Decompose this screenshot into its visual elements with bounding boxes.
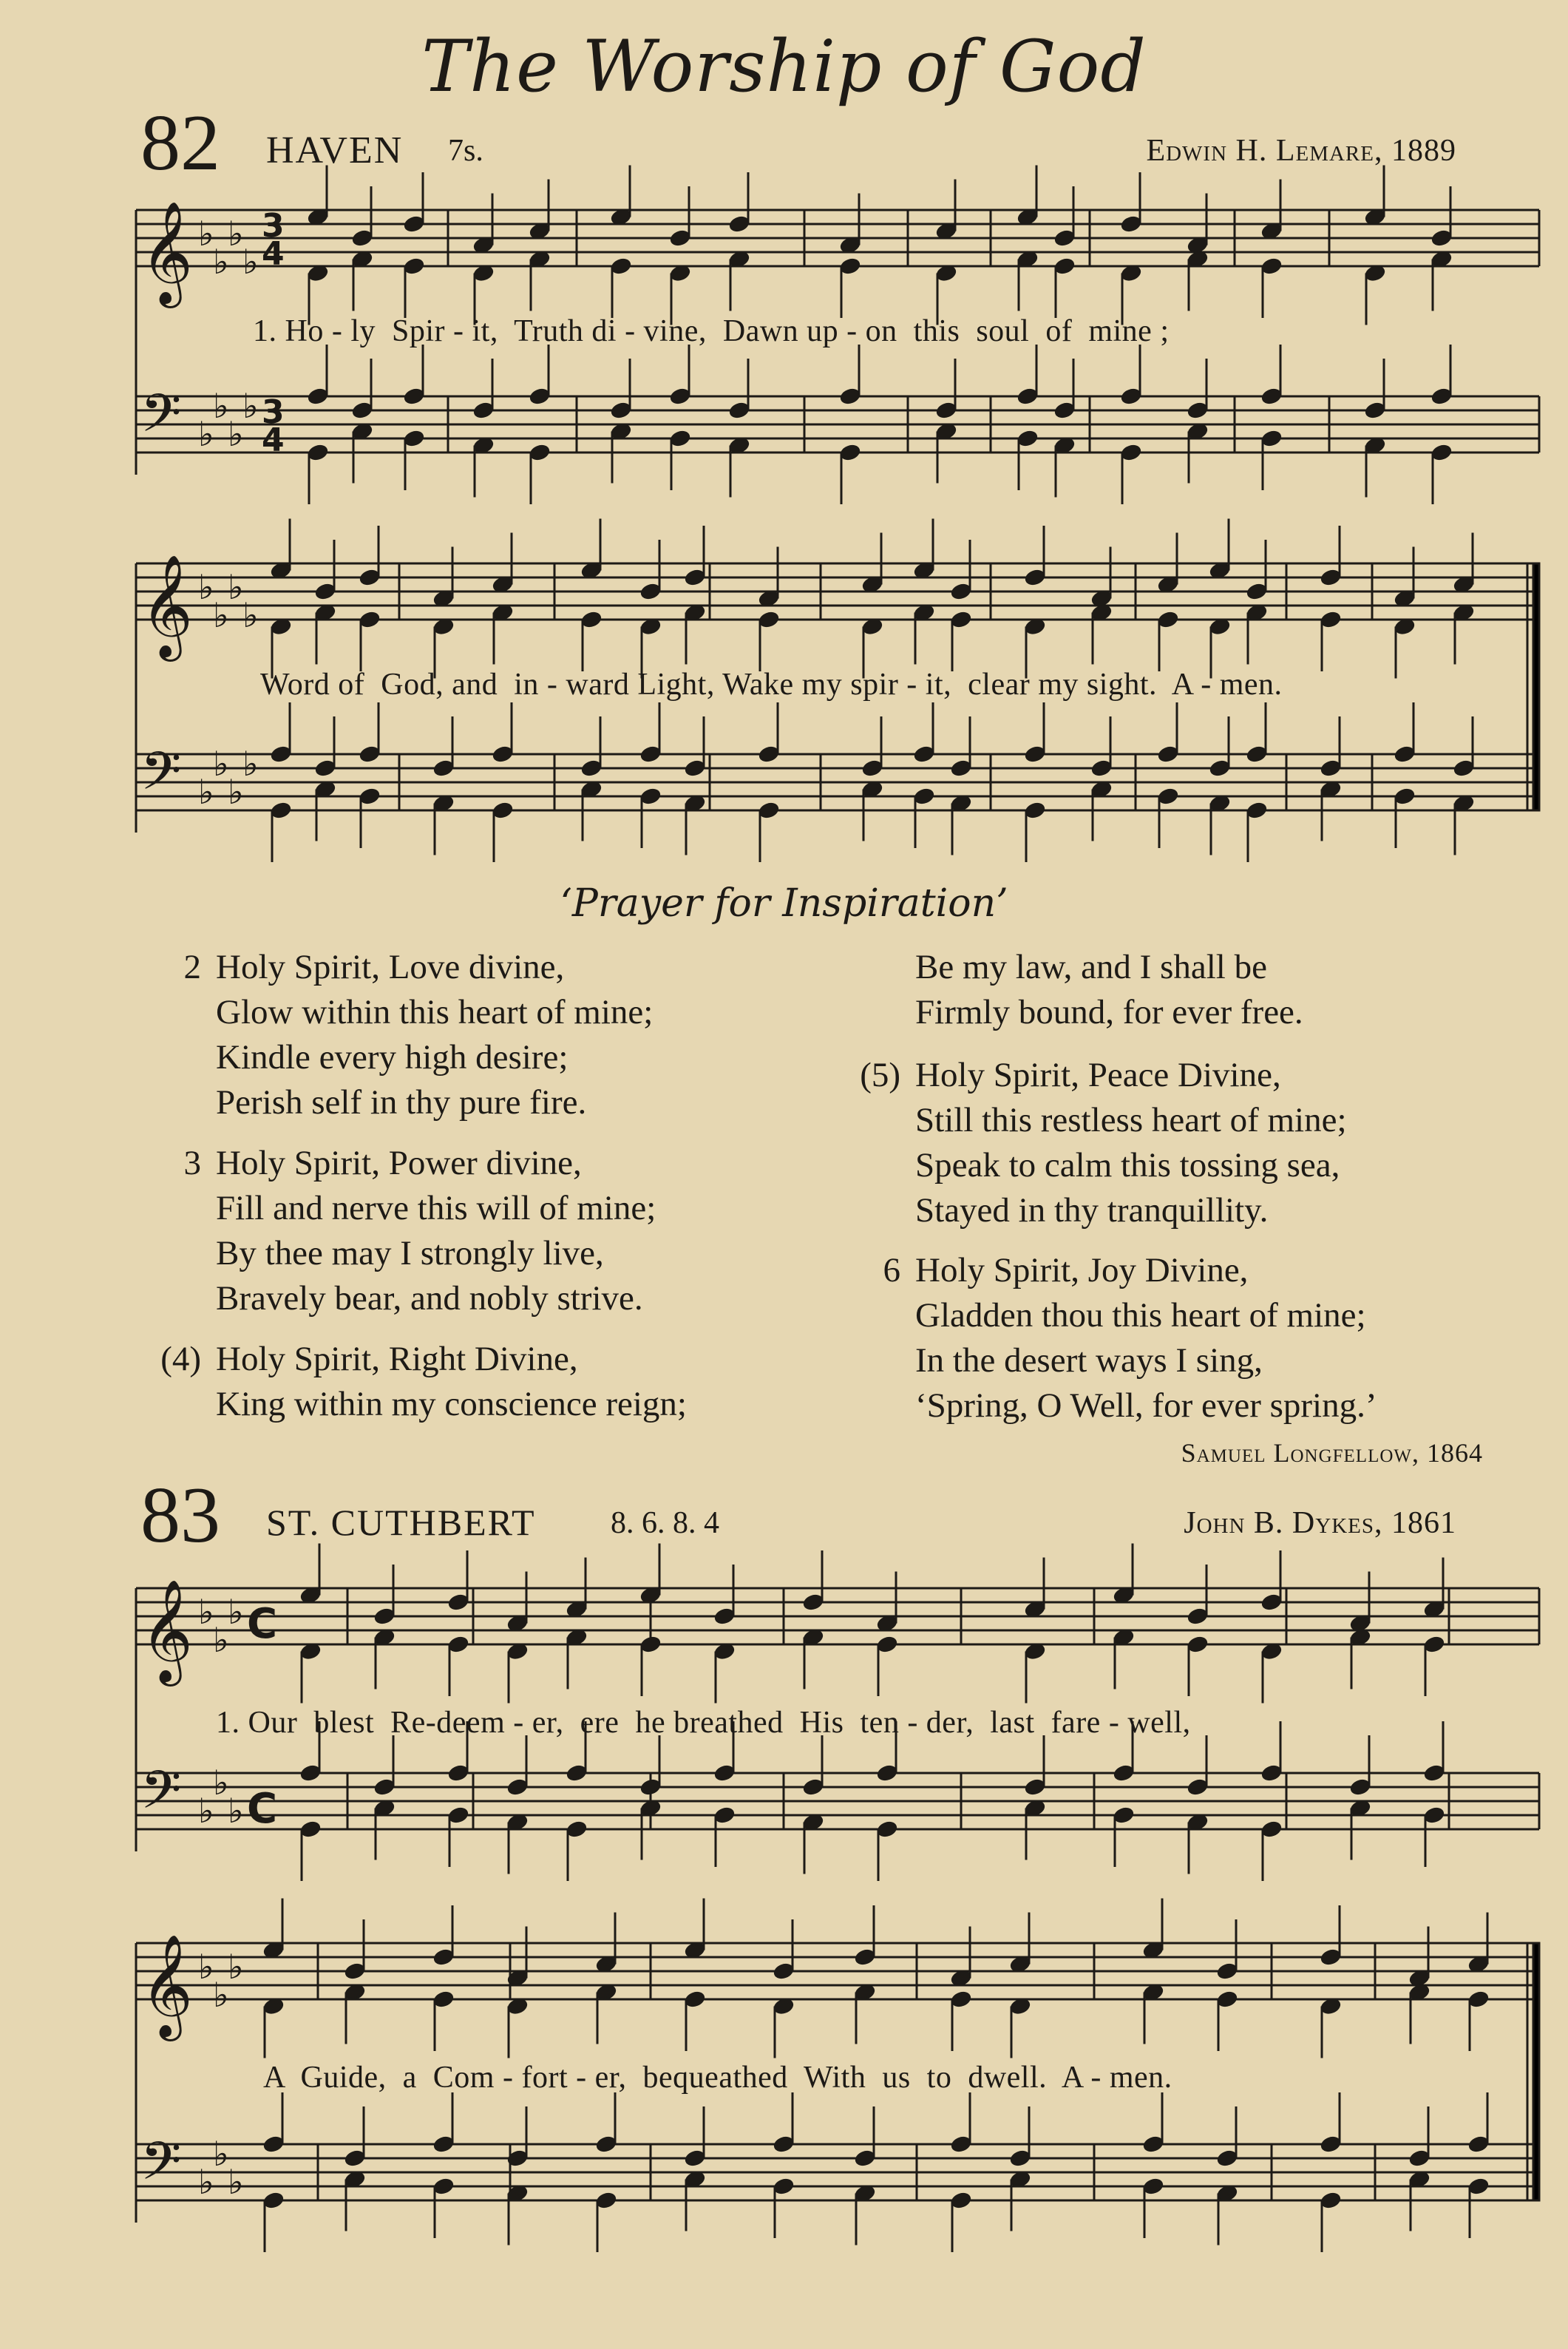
key-flat: ♭ [213, 386, 229, 426]
hymn-82-lyric-line-2: Word of God, and in - ward Light, Wake my spir - it, clear my sight. A - men. [260, 668, 1283, 702]
stanza-line: Holy Spirit, Peace Divine, [915, 1056, 1281, 1094]
key-flat: ♭ [213, 1975, 229, 2015]
stanza-line: Perish self in thy pure fire. [216, 1083, 587, 1122]
bass-clef: 𝄢 [140, 2131, 182, 2205]
key-flat: ♭ [242, 595, 259, 635]
key-flat: ♭ [213, 595, 229, 635]
hymn-83-number: 83 [140, 1471, 220, 1559]
stanza-6 [883, 1248, 1377, 1428]
key-flat: ♭ [228, 214, 244, 254]
time-sig: 3 [262, 207, 285, 245]
key-flat: ♭ [198, 1947, 214, 1987]
treble-clef: 𝄞 [140, 1579, 193, 1682]
hymn-83-tune-name: ST. CUTHBERT [266, 1502, 536, 1543]
key-flat: ♭ [242, 386, 259, 426]
stanza-line: Holy Spirit, Power divine, [216, 1144, 582, 1182]
stanza-4 [160, 1337, 687, 1427]
stanza-2 [183, 945, 654, 1125]
stanza-line: Bravely bear, and nobly strive. [216, 1279, 643, 1318]
treble-clef: 𝄞 [140, 201, 193, 304]
key-flat: ♭ [213, 744, 229, 784]
final-bar-thick [1533, 1943, 1539, 2200]
treble-clef: 𝄞 [140, 1934, 193, 2037]
stanza-line: King within my conscience reign; [216, 1385, 687, 1423]
key-flat: ♭ [198, 567, 214, 607]
key-flat: ♭ [213, 1763, 229, 1803]
final-bar-thick [1533, 563, 1539, 810]
hymn-82-lyric-line-1: 1. Ho - ly Spir - it, Truth di - vine, Dawn up - on this soul of mine ; [253, 314, 1170, 348]
hymn-82-author: Samuel Longfellow, 1864 [1181, 1438, 1483, 1468]
time-sig: 4 [262, 235, 285, 273]
stanza-line: Holy Spirit, Love divine, [216, 948, 565, 986]
key-flat: ♭ [228, 1592, 244, 1632]
stanza-5 [860, 1053, 1347, 1233]
key-flat: ♭ [242, 242, 259, 282]
stanza-line: Stayed in thy tranquillity. [915, 1191, 1269, 1230]
hymn-83-lyric-line-2: A Guide, a Com - fort - er, bequeathed With us to dwell. A - men. [263, 2061, 1172, 2095]
stanza-number: (5) [860, 1056, 900, 1094]
stanza-line: Gladden thou this heart of mine; [915, 1296, 1366, 1335]
stanza-line: Kindle every high desire; [216, 1038, 569, 1077]
stanza-line: Holy Spirit, Right Divine, [216, 1340, 578, 1378]
bass-clef: 𝄢 [140, 1760, 182, 1834]
stanza-3 [183, 1141, 656, 1321]
key-flat: ♭ [213, 2134, 229, 2174]
bass-clef: 𝄢 [140, 741, 182, 815]
stanza-line: Speak to calm this tossing sea, [915, 1146, 1340, 1184]
key-flat: ♭ [198, 1791, 214, 1831]
hymn-82-subtitle: ‘Prayer for Inspiration’ [560, 881, 1008, 926]
key-flat: ♭ [228, 567, 244, 607]
key-flat: ♭ [228, 772, 244, 812]
key-flat: ♭ [228, 1947, 244, 1987]
hymn-82-tune-name: HAVEN [266, 129, 404, 172]
time-sig: C [247, 1785, 278, 1833]
time-sig: 4 [262, 421, 285, 459]
hymn-83-lyric-line-1: 1. Our blest Re-deem - er, ere he breathed His ten - der, last fare - well, [216, 1706, 1191, 1740]
hymn-82-number: 82 [140, 99, 220, 187]
stanza-number: 3 [183, 1144, 201, 1182]
stanza-number: 6 [883, 1251, 900, 1289]
hymn-83-meter: 8. 6. 8. 4 [611, 1506, 719, 1540]
key-flat: ♭ [228, 1791, 244, 1831]
stanza-line: Fill and nerve this will of mine; [216, 1189, 656, 1227]
key-flat: ♭ [198, 1592, 214, 1632]
key-flat: ♭ [198, 214, 214, 254]
stanza-number: 2 [183, 948, 201, 986]
bass-clef: 𝄢 [140, 383, 182, 457]
key-flat: ♭ [228, 2162, 244, 2202]
stanza-line: Holy Spirit, Joy Divine, [915, 1251, 1249, 1289]
key-flat: ♭ [213, 242, 229, 282]
stanza-line: By thee may I strongly live, [216, 1234, 604, 1272]
time-sig: 3 [262, 393, 285, 431]
key-flat: ♭ [198, 2162, 214, 2202]
stanza-line: Firmly bound, for ever free. [915, 993, 1303, 1031]
time-sig: C [247, 1600, 278, 1648]
key-flat: ♭ [198, 414, 214, 454]
stanza-line: Glow within this heart of mine; [216, 993, 654, 1031]
hymn-82-meter: 7s. [448, 134, 483, 168]
treble-clef: 𝄞 [140, 555, 193, 657]
stanza-line: Still this restless heart of mine; [915, 1101, 1347, 1139]
key-flat: ♭ [242, 744, 259, 784]
key-flat: ♭ [198, 772, 214, 812]
key-flat: ♭ [228, 414, 244, 454]
stanza-line: Be my law, and I shall be [915, 948, 1267, 986]
stanza-number: (4) [160, 1340, 201, 1378]
key-flat: ♭ [213, 1620, 229, 1660]
hymn-83-composer: John B. Dykes, 1861 [1184, 1506, 1456, 1540]
stanza-4-continued [915, 945, 1303, 1035]
hymn-82-composer: Edwin H. Lemare, 1889 [1146, 134, 1456, 168]
running-head: The Worship of God [421, 25, 1147, 108]
stanza-line: In the desert ways I sing, [915, 1341, 1263, 1380]
stanza-line: ‘Spring, O Well, for ever spring.’ [915, 1386, 1377, 1425]
